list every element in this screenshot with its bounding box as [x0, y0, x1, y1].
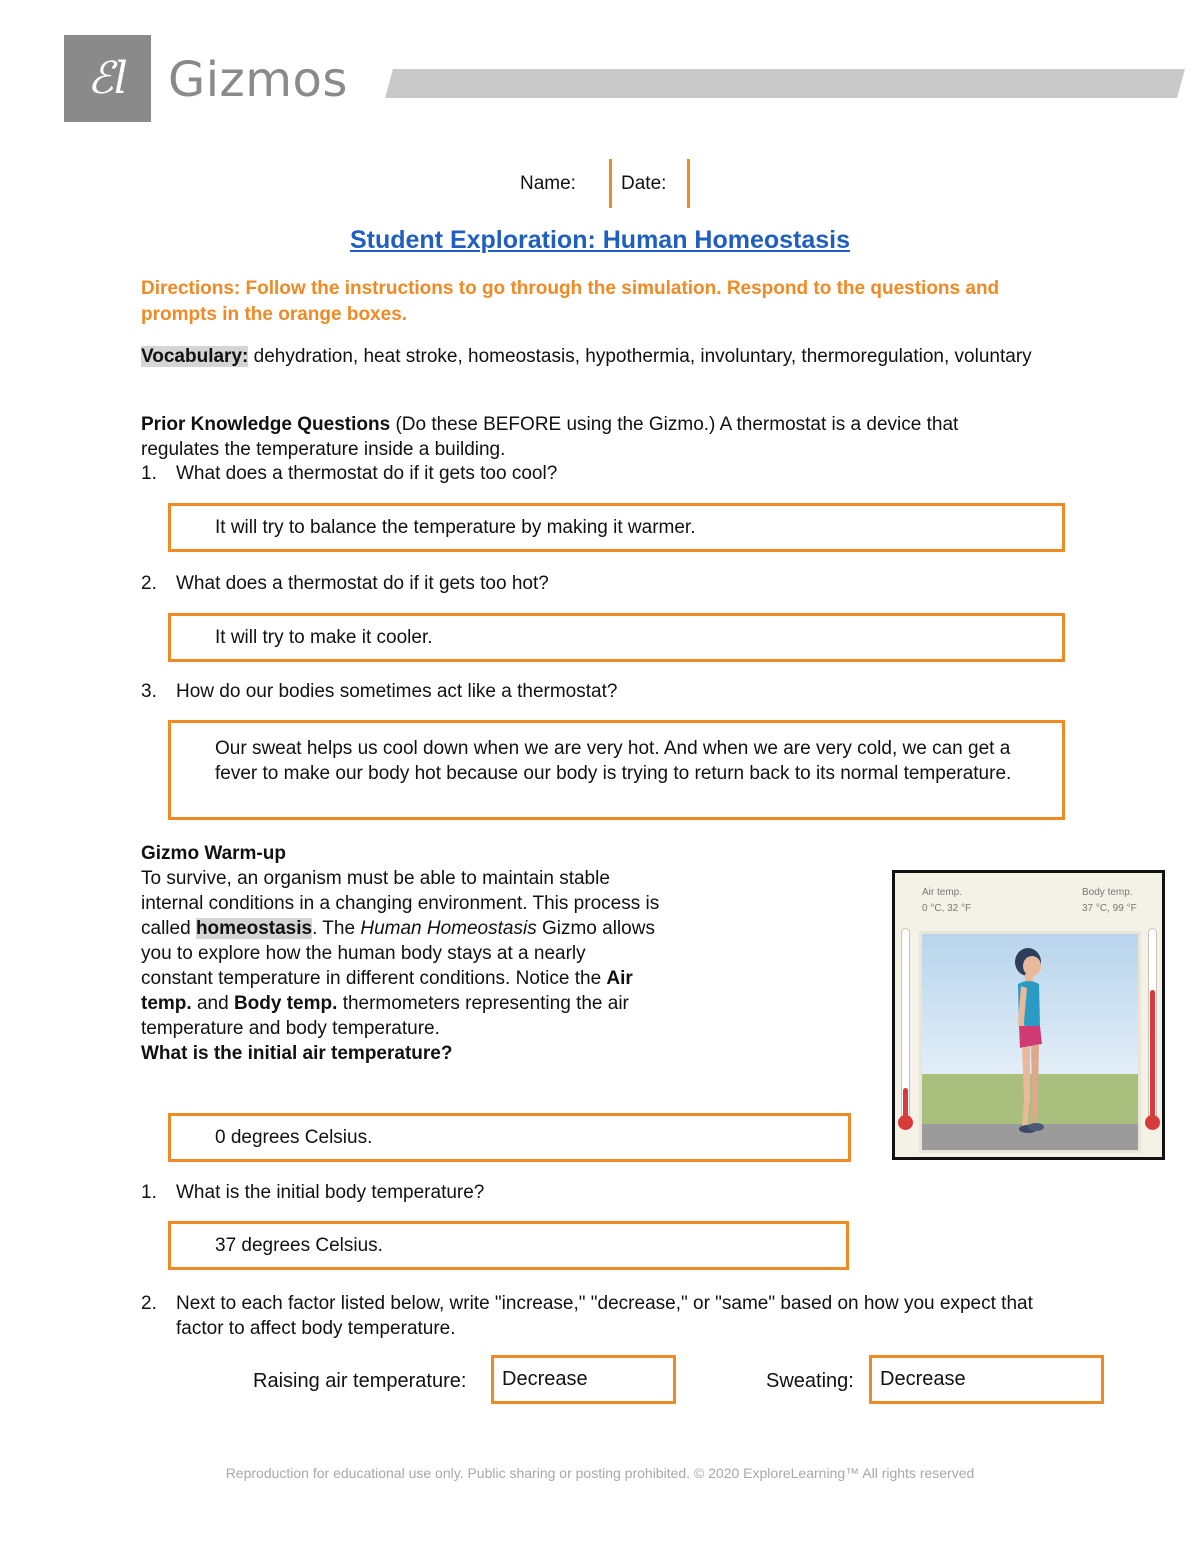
- warmup-text: . The: [312, 918, 356, 939]
- question-number: 1.: [141, 463, 157, 484]
- answer-box-1[interactable]: [168, 503, 1065, 552]
- footer-copyright: Reproduction for educational use only. Public sharing or posting prohibited. © 2020 ExploreLearning™ All rights reserved: [225, 1465, 975, 1481]
- question-text: What does a thermostat do if it gets too cool?: [176, 463, 558, 484]
- warmup-text: Gizmo allows you to explore how the human body stays at a nearly constant temperature in different conditions. Notice the: [141, 918, 655, 989]
- name-field-divider: [609, 159, 612, 208]
- homeostasis-term: homeostasis: [195, 918, 313, 939]
- factor-input-air[interactable]: [491, 1355, 676, 1404]
- date-label: Date:: [621, 173, 667, 194]
- prior-knowledge-heading: Prior Knowledge Questions: [141, 414, 391, 435]
- answer-text: 0 degrees Celsius.: [215, 1127, 373, 1148]
- air-temp-term: Air temp.: [141, 968, 633, 1014]
- air-temp-value: 0 °C, 32 °F: [922, 903, 972, 914]
- answer-box-3[interactable]: [168, 720, 1065, 820]
- date-field-end: [687, 159, 690, 208]
- page-title: Student Exploration: Human Homeostasis: [349, 226, 851, 254]
- question-number: 3.: [141, 681, 157, 702]
- body-temp-term: Body temp.: [233, 993, 338, 1014]
- factor-value: Decrease: [880, 1368, 966, 1390]
- warmup-question-1: [141, 1182, 484, 1204]
- question-text: How do our bodies sometimes act like a thermostat?: [176, 681, 618, 702]
- header-bar: [385, 69, 1185, 98]
- body-temp-value: 37 °C, 99 °F: [1082, 903, 1137, 914]
- vocabulary: [141, 344, 1071, 369]
- air-thermometer-bulb: [898, 1115, 913, 1130]
- logo-glyph: ℰl: [87, 53, 128, 104]
- warmup-heading: Gizmo Warm-up: [141, 843, 286, 864]
- answer-text: 37 degrees Celsius.: [215, 1235, 383, 1256]
- prior-knowledge-intro: [141, 412, 1041, 462]
- name-label: Name:: [520, 173, 576, 194]
- warmup-question-2: [141, 1291, 1071, 1341]
- question-number: 2.: [141, 573, 157, 594]
- body-temp-label: Body temp.: [1082, 887, 1133, 898]
- body-thermometer-level: [1150, 990, 1155, 1127]
- answer-box-2[interactable]: [168, 613, 1065, 662]
- vocabulary-label: Vocabulary:: [141, 346, 249, 367]
- prior-knowledge-text: (Do these BEFORE using the Gizmo.) A thermostat is a device that regulates the temperature inside a building.: [141, 414, 959, 460]
- answer-box-body-temp[interactable]: [168, 1221, 849, 1270]
- gizmo-scene: [919, 931, 1141, 1153]
- warmup-section: [141, 841, 661, 1066]
- brand-name: Gizmos: [168, 52, 348, 108]
- question-text: What does a thermostat do if it gets too hot?: [176, 573, 549, 594]
- question-number: 2.: [141, 1293, 157, 1314]
- gizmo-screenshot: [892, 870, 1165, 1160]
- question-text: Next to each factor listed below, write "increase," "decrease," or "same" based on how you expect that factor to affect body temperature.: [176, 1293, 1033, 1339]
- question-3: [141, 681, 617, 703]
- air-temp-label: Air temp.: [922, 887, 963, 898]
- warmup-text: and: [196, 993, 229, 1014]
- body-thermometer-bulb: [1145, 1115, 1160, 1130]
- air-thermometer: [901, 928, 910, 1128]
- warmup-text: To survive, an organism must be able to maintain stable internal conditions in a changing environment. This process is called: [141, 868, 660, 939]
- factor-label-sweat: Sweating:: [766, 1370, 854, 1392]
- gizmo-name: Human Homeostasis: [360, 918, 537, 939]
- warmup-text: thermometers representing the air temperature and body temperature.: [141, 993, 629, 1039]
- answer-box-air-temp[interactable]: [168, 1113, 851, 1162]
- question-number: 1.: [141, 1182, 157, 1203]
- question-1: [141, 463, 557, 485]
- body-thermometer: [1148, 928, 1157, 1128]
- directions-text: Directions: Follow the instructions to go through the simulation. Respond to the questions and prompts in the orange boxes.: [141, 278, 1000, 325]
- answer-text: It will try to make it cooler.: [215, 627, 433, 648]
- warmup-question: What is the initial air temperature?: [141, 1043, 453, 1064]
- answer-text: Our sweat helps us cool down when we are very hot. And when we are very cold, we can get a fever to make our body hot because our body is trying to return back to its normal temperature.: [215, 738, 1012, 784]
- explorelearning-logo: [64, 35, 151, 122]
- person-figure: [994, 944, 1064, 1144]
- factor-input-sweat[interactable]: [869, 1355, 1104, 1404]
- question-2: [141, 573, 549, 595]
- factor-label-air: Raising air temperature:: [253, 1370, 467, 1392]
- vocabulary-terms: dehydration, heat stroke, homeostasis, hypothermia, involuntary, thermoregulation, voluntary: [253, 346, 1032, 367]
- answer-text: It will try to balance the temperature by making it warmer.: [215, 517, 696, 538]
- question-text: What is the initial body temperature?: [176, 1182, 485, 1203]
- factor-value: Decrease: [502, 1368, 588, 1390]
